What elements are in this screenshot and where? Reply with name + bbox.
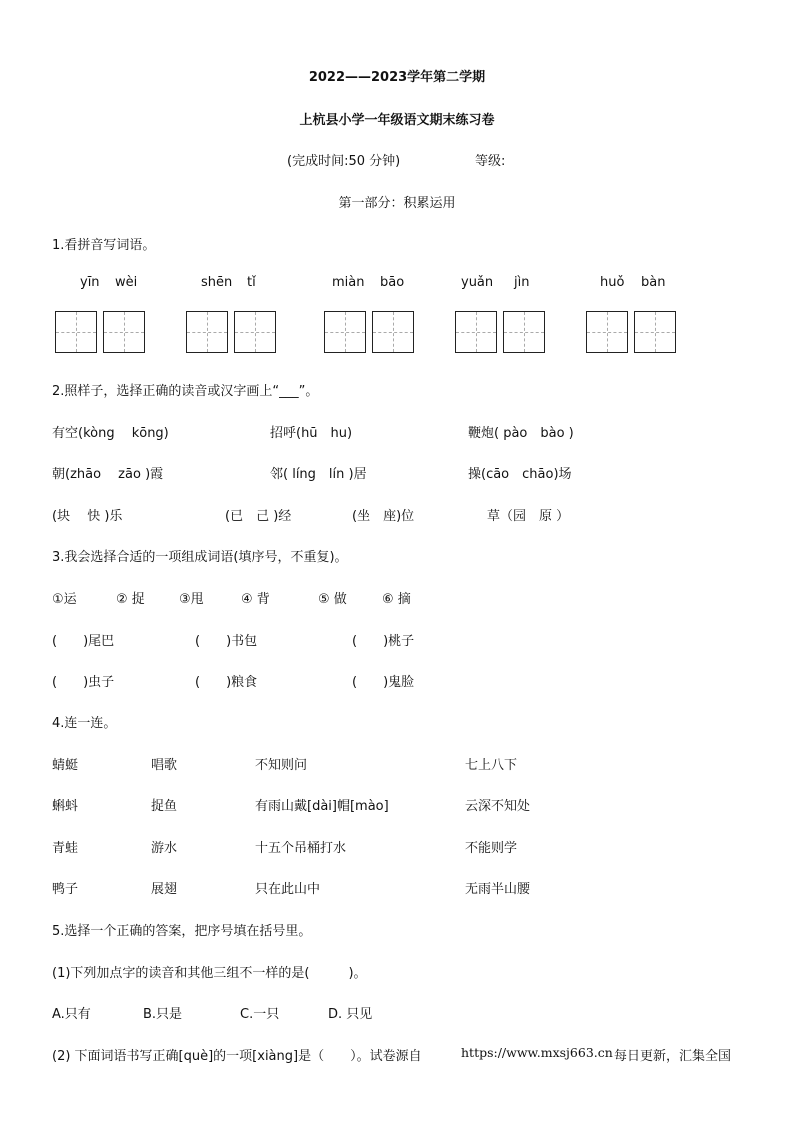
- q5-title: 5.选择一个正确的答案，把序号填在括号里。: [52, 924, 312, 939]
- q3-blank[interactable]: ( )桃子: [352, 634, 415, 649]
- q3-blank[interactable]: ( )虫子: [52, 675, 115, 690]
- match-item[interactable]: 青蛙: [52, 841, 79, 856]
- q2-item[interactable]: 操(cāo chāo)场: [468, 467, 572, 482]
- writing-box[interactable]: [103, 311, 145, 353]
- q2-item[interactable]: (块 快 )乐: [52, 509, 123, 524]
- match-item[interactable]: 只在此山中: [255, 882, 321, 897]
- q3-option: ② 捉: [116, 592, 145, 607]
- match-item[interactable]: 游水: [151, 841, 178, 856]
- source-url[interactable]: https://www.mxsj663.cn: [461, 1045, 613, 1060]
- pinyin: tǐ: [247, 275, 256, 290]
- writing-box[interactable]: [503, 311, 545, 353]
- match-item[interactable]: 展翅: [151, 882, 178, 897]
- q2-item[interactable]: 招呼(hū hu): [270, 426, 353, 441]
- q5-sub2: (2) 下面词语书写正确[què]的一项[xiàng]是（ ）。试卷源自: [52, 1049, 422, 1064]
- pinyin: wèi: [115, 275, 138, 290]
- exam-year-title: 2022——2023学年第二学期: [308, 70, 486, 85]
- match-item[interactable]: 唱歌: [151, 758, 178, 773]
- q3-blank[interactable]: ( )鬼脸: [352, 675, 415, 690]
- q2-item[interactable]: (坐 座)位: [352, 509, 415, 524]
- writing-box[interactable]: [634, 311, 676, 353]
- pinyin: bāo: [380, 275, 405, 290]
- match-item[interactable]: 蜻蜓: [52, 758, 79, 773]
- q5-sub1: (1)下列加点字的读音和其他三组不一样的是( )。: [52, 966, 367, 981]
- q2-item[interactable]: 邻( líng lín )居: [270, 467, 367, 482]
- writing-box[interactable]: [455, 311, 497, 353]
- q3-option: ③甩: [179, 592, 204, 607]
- part-title: 第一部分：积累运用: [338, 196, 456, 211]
- pinyin: huǒ: [600, 275, 625, 290]
- source-note: 每日更新，汇集全国: [614, 1049, 732, 1064]
- q4-title: 4.连一连。: [52, 716, 117, 731]
- pinyin: yīn: [80, 275, 100, 290]
- q5-choice[interactable]: C.一只: [240, 1007, 280, 1022]
- q5-choice[interactable]: B.只是: [143, 1007, 183, 1022]
- exam-title: 上杭县小学一年级语文期末练习卷: [299, 113, 495, 128]
- match-item[interactable]: 捉鱼: [151, 799, 178, 814]
- q2-item[interactable]: (已 己 )经: [225, 509, 292, 524]
- pinyin: miàn: [332, 275, 365, 290]
- q2-item[interactable]: 朝(zhāo zāo )霞: [52, 467, 164, 482]
- writing-box[interactable]: [372, 311, 414, 353]
- time-limit: (完成时间:50 分钟): [287, 154, 401, 169]
- q1-title: 1.看拼音写词语。: [52, 238, 156, 253]
- q5-choice[interactable]: A.只有: [52, 1007, 91, 1022]
- grade-label: 等级:: [475, 154, 506, 169]
- q2-title: 2.照样子，选择正确的读音或汉字画上“___”。: [52, 384, 319, 399]
- match-item[interactable]: 不能则学: [465, 841, 518, 856]
- match-item[interactable]: 无雨半山腰: [465, 882, 531, 897]
- writing-box[interactable]: [586, 311, 628, 353]
- q2-item[interactable]: 鞭炮( pào bào ): [468, 426, 574, 441]
- pinyin: shēn: [201, 275, 233, 290]
- match-item[interactable]: 七上八下: [465, 758, 518, 773]
- match-item[interactable]: 十五个吊桶打水: [255, 841, 347, 856]
- match-item[interactable]: 蝌蚪: [52, 799, 79, 814]
- pinyin: jìn: [514, 275, 530, 290]
- q3-option: ⑤ 做: [318, 592, 347, 607]
- q3-blank[interactable]: ( )书包: [195, 634, 258, 649]
- match-item[interactable]: 不知则问: [255, 758, 308, 773]
- q5-choice[interactable]: D. 只见: [328, 1007, 373, 1022]
- match-item[interactable]: 云深不知处: [465, 799, 531, 814]
- q2-item[interactable]: 草（园 原 ）: [487, 509, 570, 524]
- writing-box[interactable]: [324, 311, 366, 353]
- q3-blank[interactable]: ( )粮食: [195, 675, 258, 690]
- match-item[interactable]: 鸭子: [52, 882, 79, 897]
- q3-option: ④ 背: [241, 592, 270, 607]
- writing-box[interactable]: [55, 311, 97, 353]
- writing-box[interactable]: [186, 311, 228, 353]
- pinyin: bàn: [641, 275, 666, 290]
- q3-title: 3.我会选择合适的一项组成词语(填序号，不重复)。: [52, 550, 348, 565]
- q3-blank[interactable]: ( )尾巴: [52, 634, 115, 649]
- q3-option: ①运: [52, 592, 77, 607]
- q3-option: ⑥ 摘: [382, 592, 411, 607]
- pinyin: yuǎn: [461, 275, 494, 290]
- q2-item[interactable]: 有空(kòng kōng): [52, 426, 169, 441]
- match-item[interactable]: 有雨山戴[dài]帽[mào]: [255, 799, 389, 814]
- writing-box[interactable]: [234, 311, 276, 353]
